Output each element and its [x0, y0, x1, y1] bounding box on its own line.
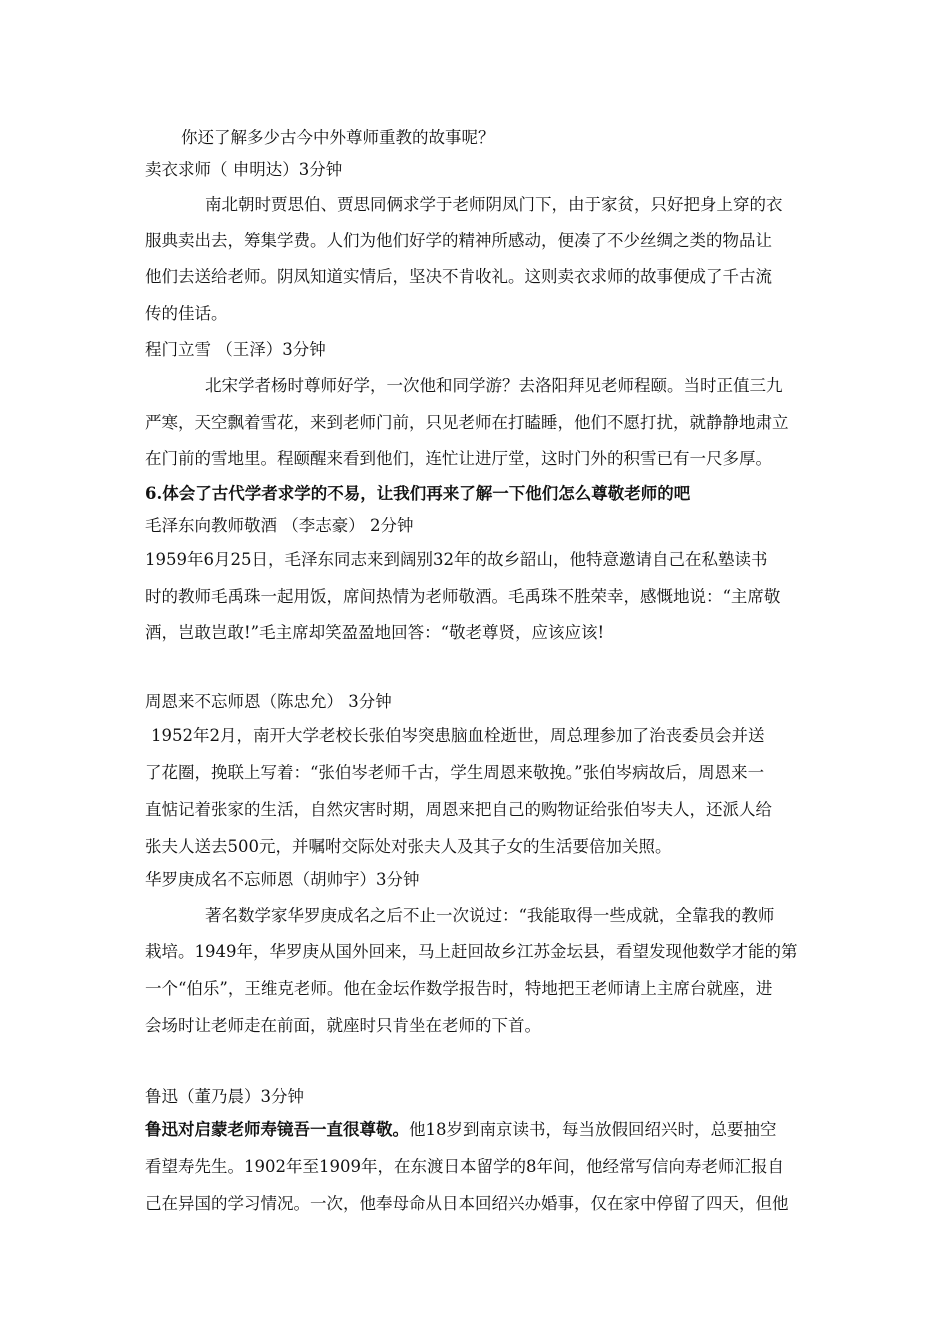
story-5-line-4: 会场时让老师走在前面，就座时只肯坐在老师的下首。 [145, 1016, 541, 1035]
story-3-line-3: 酒，岂敢岂敢!”毛主席却笑盈盈地回答：“敬老尊贤，应该应该! [145, 623, 605, 642]
story-1-line-2: 服典卖出去，筹集学费。人们为他们好学的精神所感动，便凑了不少丝绸之类的物品让 [145, 231, 772, 250]
intro-question: 你还了解多少古今中外尊师重教的故事呢？ [181, 128, 495, 147]
story-4-line-1: 1952年2月，南开大学老校长张伯岑突患脑血栓逝世，周总理参加了治丧委员会并送 [151, 726, 765, 745]
story-4-line-3: 直惦记着张家的生活，自然灾害时期，周恩来把自己的购物证给张伯岑夫人，还派人给 [145, 800, 772, 819]
story-1-line-1: 南北朝时贾思伯、贾思同俩求学于老师阴凤门下，由于家贫，只好把身上穿的衣 [205, 195, 783, 214]
story-heading-4: 周恩来不忘师恩（陈忠允） 3分钟 [145, 692, 392, 711]
story-3-line-1: 1959年6月25日，毛泽东同志来到阔别32年的故乡韶山，他特意邀请自己在私塾读书 [145, 550, 768, 569]
story-1-line-4: 传的佳话。 [145, 304, 228, 323]
story-heading-2: 程门立雪 （王泽）3分钟 [145, 340, 326, 359]
story-2-line-1: 北宋学者杨时尊师好学，一次他和同学游？去洛阳拜见老师程颐。当时正值三九 [205, 376, 783, 395]
story-5-line-3: 一个“伯乐”，王维克老师。他在金坛作数学报告时，特地把王老师请上主席台就座，进 [145, 979, 773, 998]
story-2-line-2: 严寒，天空飘着雪花，来到老师门前，只见老师在打瞌睡，他们不愿打扰，就静静地肃立 [145, 413, 789, 432]
story-6-line-2: 看望寿先生。1902年至1909年，在东渡日本留学的8年间，他经常写信向寿老师汇报自 [145, 1157, 784, 1176]
story-6-line-1 [145, 1118, 815, 1142]
story-1-line-3: 他们去送给老师。阴凤知道实情后，坚决不肯收礼。这则卖衣求师的故事便成了千古流 [145, 267, 772, 286]
story-4-line-4: 张夫人送去500元，并嘱咐交际处对张夫人及其子女的生活要倍加关照。 [145, 837, 672, 856]
story-5-line-2: 栽培。1949年，华罗庚从国外回来，马上赶回故乡江苏金坛县，看望发现他数学才能的第 [145, 942, 798, 961]
story-heading-5: 华罗庚成名不忘师恩（胡帅宇）3分钟 [145, 870, 420, 889]
story-3-line-2: 时的教师毛禹珠一起用饭，席间热情为老师敬酒。毛禹珠不胜荣幸，感慨地说：“主席敬 [145, 587, 781, 606]
story-6-bold-lead: 鲁迅对启蒙老师寿镜吾一直很尊敬。 [145, 1120, 409, 1139]
story-6-first-rest: 他18岁到南京读书，每当放假回绍兴时，总要抽空 [409, 1120, 777, 1139]
story-2-line-3: 在门前的雪地里。程颐醒来看到他们，连忙让进厅堂，这时门外的积雪已有一尺多厚。 [145, 449, 772, 468]
story-4-line-2: 了花圈，挽联上写着：“张伯岑老师千古，学生周恩来敬挽。”张伯岑病故后，周恩来一 [145, 763, 765, 782]
story-6-line-3: 己在异国的学习情况。一次，他奉母命从日本回绍兴办婚事，仅在家中停留了四天，但他 [145, 1194, 789, 1213]
story-5-line-1: 著名数学家华罗庚成名之后不止一次说过：“我能取得一些成就，全靠我的教师 [205, 906, 775, 925]
story-heading-1: 卖衣求师（ 申明达）3分钟 [145, 160, 343, 179]
story-heading-3: 毛泽东向教师敬酒 （李志豪） 2分钟 [145, 516, 414, 535]
story-heading-6: 鲁迅（董乃晨）3分钟 [145, 1087, 304, 1106]
section-6-heading: 6.体会了古代学者求学的不易，让我们再来了解一下他们怎么尊敬老师的吧 [145, 484, 691, 503]
